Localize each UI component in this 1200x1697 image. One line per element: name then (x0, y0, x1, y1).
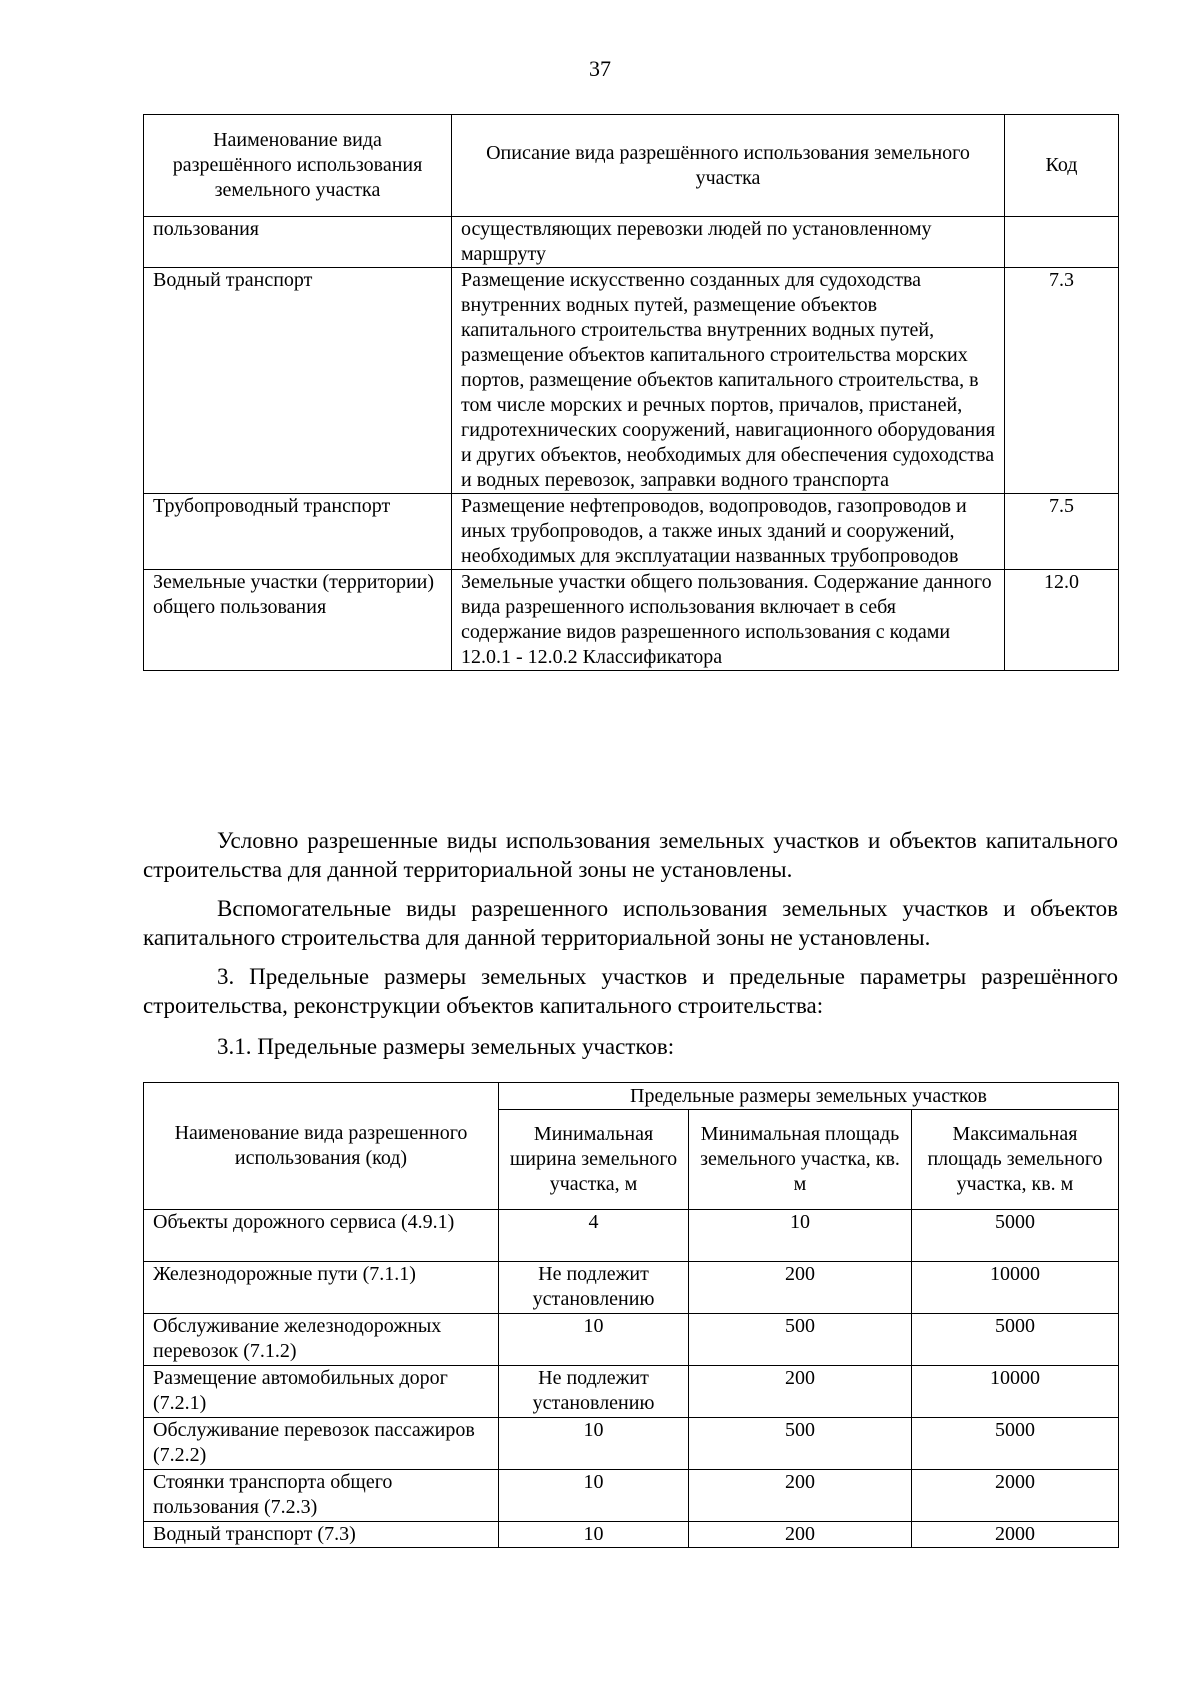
row-max-area: 5000 (912, 1418, 1119, 1470)
paragraph-limits-subheading: 3.1. Предельные размеры земельных участков: (217, 1034, 675, 1059)
row-min-area: 500 (689, 1418, 912, 1470)
table-row (144, 1262, 1119, 1314)
row-min-area: 500 (689, 1314, 912, 1366)
row-min-width: Не подлежит установлению (499, 1366, 689, 1418)
table-row (144, 1470, 1119, 1522)
row-name: Размещение автомобильных дорог (7.2.1) (144, 1366, 499, 1418)
header-name: Наименование вида разрешённого использования земельного участка (144, 115, 452, 217)
row-name: Обслуживание железнодорожных перевозок (7.1.2) (144, 1314, 499, 1366)
table-row (144, 570, 1119, 671)
row-name: Железнодорожные пути (7.1.1) (144, 1262, 499, 1314)
table-row (144, 1522, 1119, 1548)
row-name: Стоянки транспорта общего пользования (7.2.3) (144, 1470, 499, 1522)
row-description: Размещение искусственно созданных для судоходства внутренних водных путей, размещение объектов капитального строительства внутренних водных путей, размещение объектов капитального строительства морских портов, размещение объектов капитального строительства, в том числе морских и речных портов, причалов, пристаней, гидротехнических сооружений, навигационного оборудования и других объектов, необходимых для обеспечения судоходства и водных перевозок, заправки водного транспорта (452, 268, 1005, 494)
row-name: Водный транспорт (7.3) (144, 1522, 499, 1548)
row-description: Размещение нефтепроводов, водопроводов, газопроводов и иных трубопроводов, а также иных зданий и сооружений, необходимых для эксплуатации названных трубопроводов (452, 494, 1005, 570)
header-name: Наименование вида разрешенного использования (код) (144, 1083, 499, 1210)
row-min-width: Не подлежит установлению (499, 1262, 689, 1314)
row-name: Трубопроводный транспорт (144, 494, 452, 570)
row-max-area: 5000 (912, 1210, 1119, 1262)
table-header-row (144, 1083, 1119, 1110)
row-name: Обслуживание перевозок пассажиров (7.2.2) (144, 1418, 499, 1470)
row-min-area: 200 (689, 1522, 912, 1548)
page-number: 37 (589, 56, 611, 81)
row-min-width: 10 (499, 1522, 689, 1548)
row-max-area: 2000 (912, 1470, 1119, 1522)
table-row (144, 268, 1119, 494)
row-max-area: 10000 (912, 1262, 1119, 1314)
row-name: Объекты дорожного сервиса (4.9.1) (144, 1210, 499, 1262)
row-min-width: 4 (499, 1210, 689, 1262)
row-name: Водный транспорт (144, 268, 452, 494)
header-min-width: Минимальная ширина земельного участка, м (499, 1110, 689, 1210)
header-description: Описание вида разрешённого использования земельного участка (452, 115, 1005, 217)
permitted-use-table (143, 114, 1119, 671)
row-min-width: 10 (499, 1314, 689, 1366)
table-row (144, 1418, 1119, 1470)
row-min-area: 200 (689, 1262, 912, 1314)
table-row (144, 1210, 1119, 1262)
row-code: 12.0 (1005, 570, 1119, 671)
row-code: 7.3 (1005, 268, 1119, 494)
paragraph-conditional-uses: Условно разрешенные виды использования земельных участков и объектов капитального строительства для данной территориальной зоны не установлены. (143, 828, 1118, 882)
header-max-area: Максимальная площадь земельного участка, кв. м (912, 1110, 1119, 1210)
row-max-area: 2000 (912, 1522, 1119, 1548)
plot-size-limits-table (143, 1082, 1119, 1548)
row-description: Земельные участки общего пользования. Содержание данного вида разрешенного использования включает в себя содержание видов разрешенного использования с кодами 12.0.1 - 12.0.2 Классификатора (452, 570, 1005, 671)
paragraph-auxiliary-uses: Вспомогательные виды разрешенного использования земельных участков и объектов капитального строительства для данной территориальной зоны не установлены. (143, 896, 1118, 950)
row-code (1005, 217, 1119, 268)
row-min-area: 200 (689, 1470, 912, 1522)
table-row (144, 217, 1119, 268)
table-row (144, 1366, 1119, 1418)
row-min-width: 10 (499, 1470, 689, 1522)
header-group: Предельные размеры земельных участков (499, 1083, 1119, 1110)
row-description: осуществляющих перевозки людей по установленному маршруту (452, 217, 1005, 268)
table-header-row (144, 115, 1119, 217)
row-min-area: 200 (689, 1366, 912, 1418)
paragraph-limits: 3. Предельные размеры земельных участков и предельные параметры разрешённого строительства, реконструкции объектов капитального строительства: (143, 964, 1118, 1018)
row-name: Земельные участки (территории) общего пользования (144, 570, 452, 671)
table-row (144, 494, 1119, 570)
row-max-area: 5000 (912, 1314, 1119, 1366)
row-name: пользования (144, 217, 452, 268)
row-min-width: 10 (499, 1418, 689, 1470)
table-row (144, 1314, 1119, 1366)
row-max-area: 10000 (912, 1366, 1119, 1418)
row-code: 7.5 (1005, 494, 1119, 570)
row-min-area: 10 (689, 1210, 912, 1262)
header-code: Код (1005, 115, 1119, 217)
header-min-area: Минимальная площадь земельного участка, кв. м (689, 1110, 912, 1210)
